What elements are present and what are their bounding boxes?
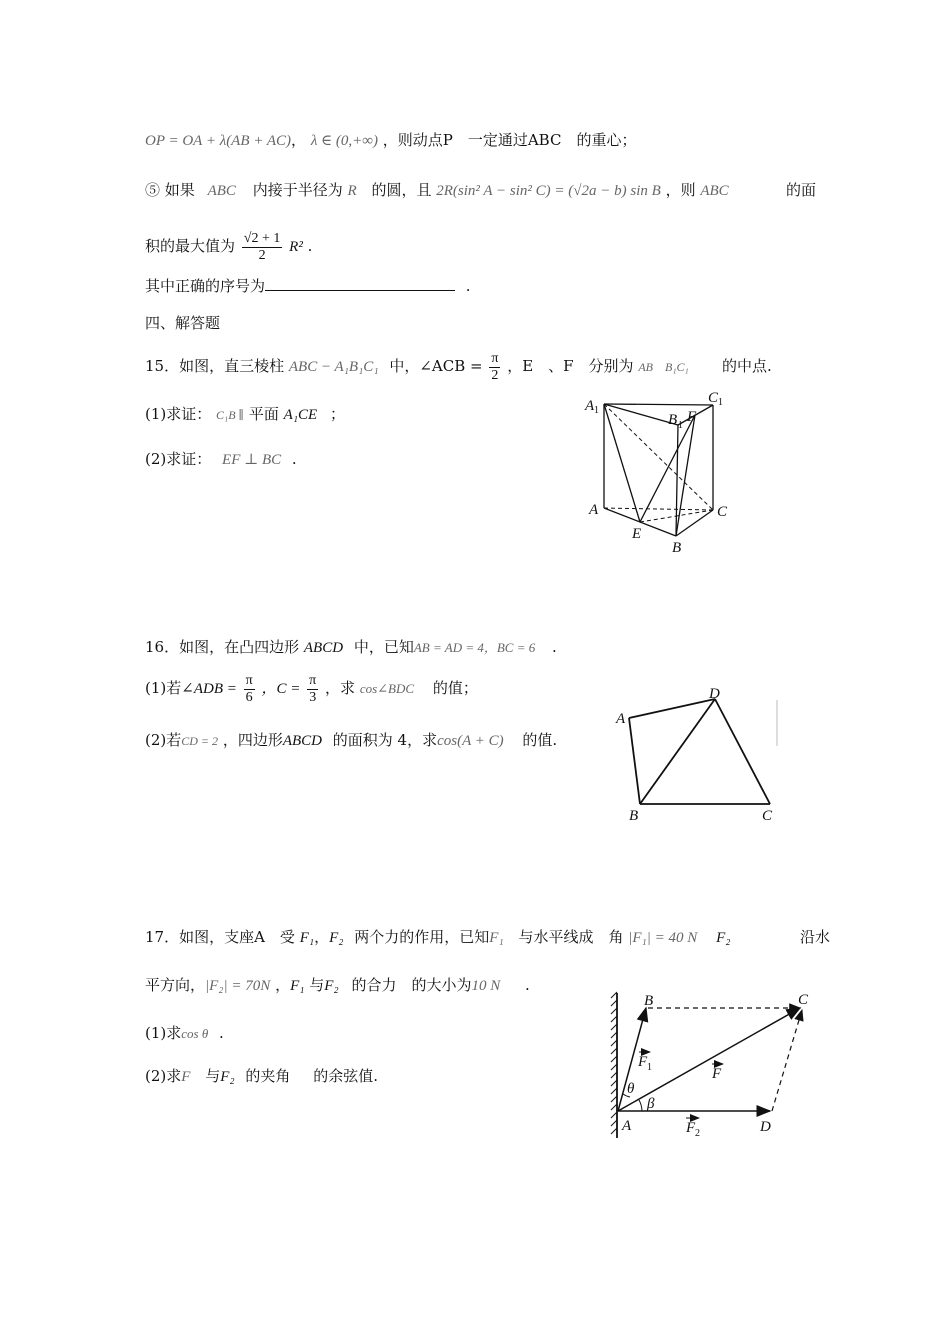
q17-line2-c: 与: [309, 976, 325, 994]
q15-prism: ABC − A₁B₁C₁: [288, 359, 379, 375]
q17-p2-F: F: [181, 1069, 191, 1085]
q16-quad: ABCD: [303, 640, 344, 656]
q14-item5-R: R: [347, 183, 357, 199]
label-F2-sub: 2: [695, 1128, 700, 1139]
q15-p1-end: ；: [330, 405, 346, 423]
label-C1: C: [708, 390, 719, 406]
fraction-numerator: √2 + 1: [243, 230, 281, 246]
label-F2: F: [686, 1120, 696, 1136]
q17-line2-a: 平方向，: [145, 976, 206, 994]
q14-item5-line2-text: 积的最大值为: [145, 237, 236, 255]
q15-p1-text: 平面: [248, 405, 279, 423]
q16-p2-quad: ABCD: [282, 733, 322, 749]
q14-vector-formula: OP = OA + λ(AB + AC): [145, 133, 292, 149]
q17-p2-end: 的余弦值.: [313, 1067, 378, 1085]
q17-f1: F₁: [299, 930, 315, 946]
fraction-denominator: 2: [491, 367, 499, 383]
answer-prompt: 其中正确的序号为: [145, 277, 266, 295]
q16-stem-b: 中，已知: [353, 638, 414, 656]
q17-part1: [145, 1023, 224, 1044]
q17-line2-d: 的合力 的大小为: [351, 976, 472, 994]
label-B1: B: [668, 412, 678, 428]
q16-p1-label: (1)若: [145, 679, 182, 697]
label-F: F: [687, 409, 697, 425]
q15-stem-c: ，E 、F 分别为: [507, 357, 634, 375]
q16-part1: [145, 668, 478, 708]
q17-line2-end: .: [525, 976, 530, 994]
fraction-numerator: π: [491, 350, 499, 366]
q14-answer-line: [145, 276, 471, 296]
q17-p1-label: (1)求: [145, 1024, 182, 1042]
fraction-denominator: 3: [309, 689, 317, 705]
q17-p2-with: 与: [205, 1067, 221, 1085]
label-C: C: [717, 504, 728, 520]
q16-p1-fraction1: [244, 673, 255, 706]
q14-item5-line2: 积的最大值为 $\frac{√2 + 1}{2}$ R² .: [145, 230, 313, 263]
q17-p2-F2: F₂: [220, 1069, 235, 1085]
label-A: A: [589, 502, 599, 518]
q17-stem-a: 17．如图，支座A 受: [145, 928, 295, 946]
q17-stem-line2: [145, 975, 530, 996]
q17-p1-end: .: [219, 1024, 224, 1042]
label-F1-sub: 1: [647, 1062, 652, 1073]
q16-p1-ask: ，求: [325, 679, 356, 697]
answer-end: .: [465, 277, 471, 295]
q16-p2-target: cos(A + C): [437, 733, 504, 749]
q16-p2-end: 的值.: [522, 731, 558, 749]
q16-given: AB = AD = 4，BC = 6: [413, 640, 536, 655]
q15-p2-end: .: [291, 450, 297, 468]
label-B: B: [644, 993, 654, 1009]
q14-max-area-fraction: [242, 231, 283, 264]
label-F: F: [712, 1066, 722, 1082]
section-title: 四、解答题: [145, 314, 221, 332]
q14-item5-area: 的面: [786, 181, 817, 199]
q14-item5-equation: 2R(sin² A − sin² C) = (√2a − b) sin B: [436, 183, 661, 199]
q17-p1-target: cos θ: [181, 1026, 209, 1041]
q15-p1-label: (1)求证：: [145, 405, 212, 423]
fraction-numerator: π: [309, 672, 317, 688]
label-A1-sub: 1: [594, 405, 599, 416]
q16-quadrilateral-figure: [605, 686, 790, 828]
q15-p2-label: (2)求证：: [145, 450, 212, 468]
q16-part2: [145, 730, 557, 751]
q15-stem: [145, 346, 689, 386]
q16-stem-end: .: [552, 638, 557, 656]
q15-angle-fraction: [489, 351, 500, 384]
fraction-numerator: π: [245, 672, 253, 688]
label-E: E: [632, 526, 642, 542]
q16-p1-fraction2: [307, 673, 318, 706]
label-theta: θ: [627, 1081, 635, 1097]
q15-stem-a: 15．如图，直三棱柱: [145, 357, 285, 375]
q15-p1-formula: C₁B ∥: [216, 408, 245, 422]
label-A1: A: [585, 398, 595, 414]
q14-line1: OP = OA + λ(AB + AC)， λ ∈ (0,+∞) ，则动点P 一定通过ABC 的重心；: [145, 131, 637, 149]
q14-lambda-range: λ ∈ (0,+∞): [310, 133, 378, 149]
label-F1: F: [638, 1054, 648, 1070]
q16-p1-c: ，C =: [261, 681, 301, 697]
q17-line2-f1: F₁: [290, 978, 305, 994]
q14-item5-circle: 的圆，且: [371, 181, 432, 199]
label-D: D: [760, 1119, 771, 1135]
q17-line2-b: ，: [275, 976, 291, 994]
q15-stem-d: 的中点.: [722, 357, 772, 375]
q15-part1: [145, 404, 345, 425]
q17-mag1: |F₁| = 40 N: [628, 930, 698, 946]
q14-item5-prefix: ⑤ 如果: [145, 181, 195, 199]
q17-p2-label: (2)求: [145, 1067, 182, 1085]
q15-p2-formula: EF ⊥ BC: [222, 452, 282, 468]
q15-part2: [145, 449, 297, 470]
fraction-denominator: 6: [245, 689, 253, 705]
fraction-denominator: 2: [258, 247, 266, 263]
label-C1-sub: 1: [718, 397, 723, 408]
q17-mag2: |F₂| = 70N: [205, 978, 271, 994]
label-B: B: [672, 540, 682, 556]
q14-item5-abc: ABC: [207, 183, 236, 199]
q16-p2-area: 的面积为 4，求: [332, 731, 438, 749]
q17-resultant-value: 10 N: [471, 978, 501, 994]
q17-stem-line1: [145, 927, 730, 948]
q16-p2-cond: CD = 2: [181, 734, 219, 748]
q16-p1-end: 的值；: [432, 679, 478, 697]
q14-item5-then: ，则: [665, 181, 696, 199]
label-B: B: [629, 808, 639, 824]
q16-stem: [145, 637, 557, 658]
q17-f2: F₂: [329, 930, 344, 946]
q14-item5-abc2: ABC: [700, 183, 729, 199]
q14-line1-text: ，则动点P 一定通过ABC 的重心；: [382, 131, 637, 149]
label-beta: β: [647, 1096, 655, 1112]
q17-stem-c: 与水平线成 角: [518, 928, 624, 946]
q15-p1-plane: A₁CE: [283, 407, 318, 423]
q17-sep: ，: [314, 928, 330, 946]
label-A: A: [616, 711, 626, 727]
q16-stem-a: 16．如图，在凸四边形: [145, 638, 300, 656]
q17-force-figure: [602, 988, 822, 1143]
q15-stem-b: 中，∠ACB =: [389, 357, 483, 375]
label-C: C: [762, 808, 773, 824]
q16-p2-label: (2)若: [145, 731, 182, 749]
q17-stem-b: 两个力的作用，已知: [354, 928, 490, 946]
q16-p1-target: cos∠BDC: [359, 681, 415, 696]
label-D: D: [709, 686, 720, 702]
q17-stem-d: 沿水: [800, 928, 831, 946]
q14-item5-R2: R²: [289, 239, 303, 255]
q16-p1-angle: ∠ADB =: [181, 681, 237, 697]
q15-prism-figure: [580, 388, 740, 558]
q14-item5-line1: [145, 180, 729, 201]
label-A: A: [622, 1118, 632, 1134]
q17-f1b: F₁: [489, 930, 504, 946]
answer-blank[interactable]: [265, 278, 455, 291]
label-B1-sub: 1: [678, 420, 683, 431]
q17-p2-text: 的夹角: [245, 1067, 291, 1085]
label-C: C: [798, 992, 809, 1008]
q17-line2-f2: F₂: [324, 978, 339, 994]
q16-p2-text: ，四边形: [222, 731, 283, 749]
q17-f2b: F₂: [716, 930, 731, 946]
q17-part2: [145, 1066, 378, 1087]
q15-segments: AB B₁C₁: [638, 360, 689, 374]
q14-item5-mid: 内接于半径为: [252, 181, 343, 199]
